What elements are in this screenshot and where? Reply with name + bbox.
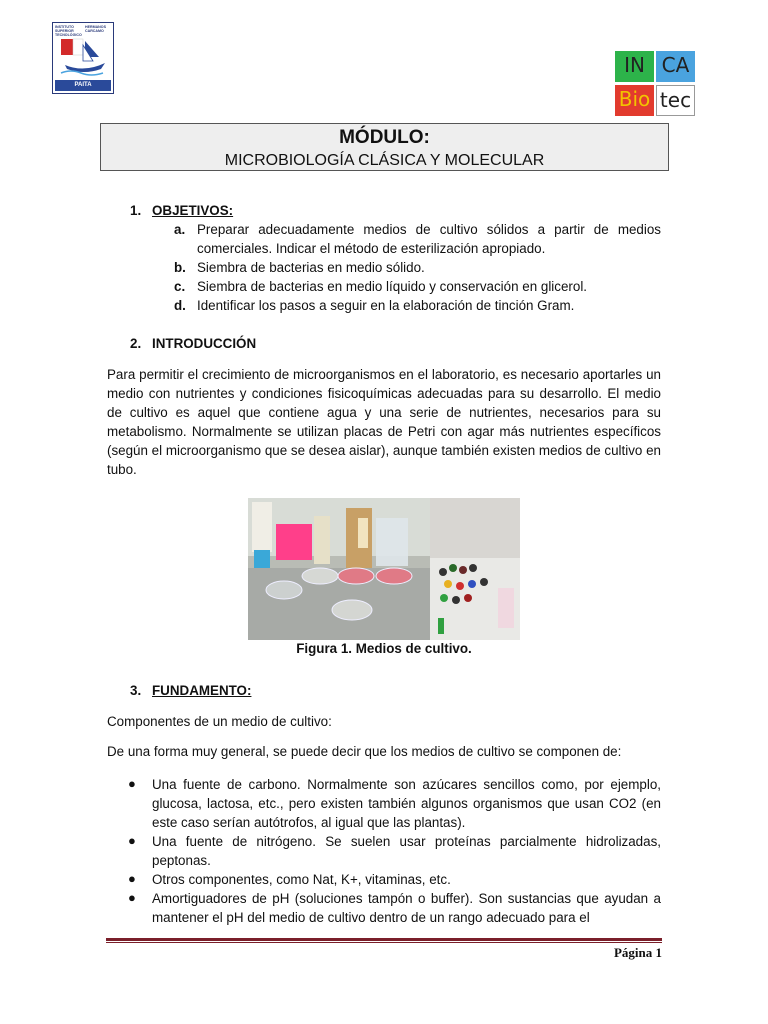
bullet-dot-icon: ● — [128, 890, 136, 905]
logo-in-cell: IN — [615, 51, 654, 82]
module-title-box — [100, 123, 669, 171]
page-number: Página 1 — [613, 945, 662, 960]
bullet-item-nitrogen: Una fuente de nitrógeno. Se suelen usar proteínas parcialmente hidrolizadas, peptonas. — [152, 834, 661, 868]
objective-a-letter: a. — [174, 222, 186, 237]
objective-d-letter: d. — [174, 298, 186, 313]
ship-icon — [59, 37, 109, 79]
section-1-heading: OBJETIVOS: — [152, 203, 234, 218]
objective-c-text: Siembra de bacterias en medio líquido y conservación en glicerol. — [197, 279, 588, 294]
section-1-number: 1. — [130, 203, 142, 218]
objective-b-letter: b. — [174, 260, 186, 275]
institute-logo-right-text: HERMANOS CARCAMO — [85, 25, 106, 33]
module-subtitle: MICROBIOLOGÍA CLÁSICA Y MOLECULAR — [224, 152, 545, 169]
bullet-dot-icon: ● — [128, 833, 136, 848]
footer-rule-thin — [106, 942, 662, 943]
section-3-number: 3. — [130, 683, 142, 698]
bullet-dot-icon: ● — [128, 871, 136, 886]
culture-media-photo — [248, 498, 520, 640]
institute-logo-city: PAITA — [55, 80, 111, 91]
institute-logo-left-text: INSTITUTO SUPERIOR TECNOLÓGICO — [55, 25, 82, 37]
institute-logo-text — [55, 25, 111, 37]
logo-bio-cell: Bio — [615, 85, 654, 116]
objective-c-letter: c. — [174, 279, 186, 294]
fundamento-intro-2: De una forma muy general, se puede decir que los medios de cultivo se componen de: — [107, 744, 622, 759]
bullet-item-other: Otros componentes, como Nat, K+, vitaminas, etc. — [152, 872, 451, 887]
footer-rule — [106, 938, 662, 941]
fundamento-intro-1: Componentes de un medio de cultivo: — [107, 714, 332, 729]
section-2-number: 2. — [130, 336, 142, 351]
bullet-item-buffers: Amortiguadores de pH (soluciones tampón o buffer). Son sustancias que ayudan a mantener el pH del medio de cultivo dentro de un rango adecuado para el — [152, 891, 661, 925]
section-2-heading: INTRODUCCIÓN — [152, 336, 257, 351]
figure-caption: Figura 1. Medios de cultivo. — [296, 641, 472, 656]
bullet-item-carbon: Una fuente de carbono. Normalmente son azúcares sencillos como, por ejemplo, glucosa, lactosa, etc., pero existen también algunos organismos que usan CO2 (en este caso serían autótrofos, al igual que las plantas). — [152, 777, 661, 830]
bullet-dot-icon: ● — [128, 776, 136, 791]
logo-tec-cell: tec — [656, 85, 695, 116]
objective-b-text: Siembra de bacterias en medio sólido. — [197, 260, 425, 275]
section-3-heading: FUNDAMENTO: — [152, 683, 252, 698]
module-title: MÓDULO: — [339, 127, 430, 148]
introduction-paragraph: Para permitir el crecimiento de microorganismos en el laboratorio, es necesario aportarles un medio con nutrientes y condiciones fisicoquímicas adecuadas para su desarrollo. El medio de cultivo es aquel que contiene agua y una serie de nutrientes, necesarios para su metabolismo. Normalmente se utilizan placas de Petri con agar más nutrientes específicos (según el microorganismo que se desea aislar), aunque también existen medios de cultivo en tubo. — [107, 367, 661, 477]
logo-ca-cell: CA — [656, 51, 695, 82]
objective-a-text: Preparar adecuadamente medios de cultivo sólidos a partir de medios comerciales. Indicar el método de esterilización apropiado. — [197, 222, 661, 256]
objective-d-text: Identificar los pasos a seguir en la elaboración de tinción Gram. — [197, 298, 575, 313]
inca-biotec-logo — [615, 51, 697, 117]
institute-logo — [52, 22, 114, 94]
